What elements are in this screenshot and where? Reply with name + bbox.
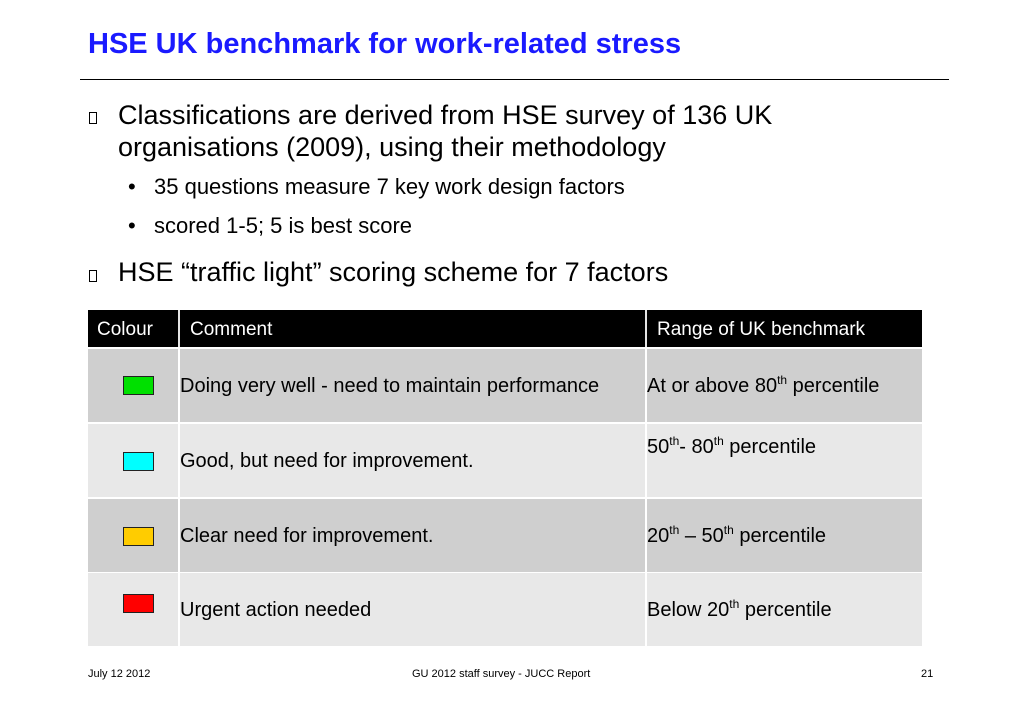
table-row	[88, 573, 922, 646]
bullet-1-line-1: Classifications are derived from HSE survey of 136 UK	[118, 100, 773, 130]
title-divider	[80, 79, 949, 80]
sub-bullet-1-text: 35 questions measure 7 key work design factors	[154, 174, 625, 199]
bullet-box-icon	[89, 112, 97, 124]
bullet-1-line-2: organisations (2009), using their methodology	[118, 132, 666, 162]
green-swatch	[123, 376, 154, 395]
amber-swatch	[123, 527, 154, 546]
sub-bullet-1	[128, 174, 625, 200]
header-colour: Colour	[97, 319, 153, 340]
row-comment: Doing very well - need to maintain performance	[180, 375, 600, 397]
row-range: 50th- 80th percentile	[647, 434, 817, 458]
table-row	[88, 424, 922, 497]
sub-bullet-2	[128, 213, 412, 239]
sub-bullet-dot-icon: •	[128, 174, 136, 199]
page-number: 21	[921, 668, 934, 680]
row-comment: Good, but need for improvement.	[180, 450, 474, 472]
row-comment: Clear need for improvement.	[180, 525, 434, 547]
page-title: HSE UK benchmark for work-related stress	[88, 28, 682, 60]
footer-date: July 12 2012	[88, 668, 151, 680]
red-swatch	[123, 594, 154, 613]
row-range: 20th – 50th percentile	[647, 523, 827, 547]
header-divider	[178, 310, 180, 347]
sub-bullet-dot-icon: •	[128, 213, 136, 238]
table-header-row	[88, 310, 922, 347]
footer-title: GU 2012 staff survey - JUCC Report	[412, 668, 591, 680]
cyan-swatch	[123, 452, 154, 471]
header-range: Range of UK benchmark	[657, 319, 866, 340]
header-divider	[645, 310, 647, 347]
table-row	[88, 499, 922, 572]
bullet-2-line-1: HSE “traffic light” scoring scheme for 7 factors	[118, 257, 669, 287]
table-row	[88, 349, 922, 422]
bullet-box-icon	[89, 270, 97, 282]
sub-bullet-2-text: scored 1-5; 5 is best score	[154, 213, 413, 238]
row-comment: Urgent action needed	[180, 599, 372, 621]
row-range: At or above 80th percentile	[647, 373, 880, 397]
row-range: Below 20th percentile	[647, 597, 832, 621]
header-comment: Comment	[190, 319, 273, 340]
